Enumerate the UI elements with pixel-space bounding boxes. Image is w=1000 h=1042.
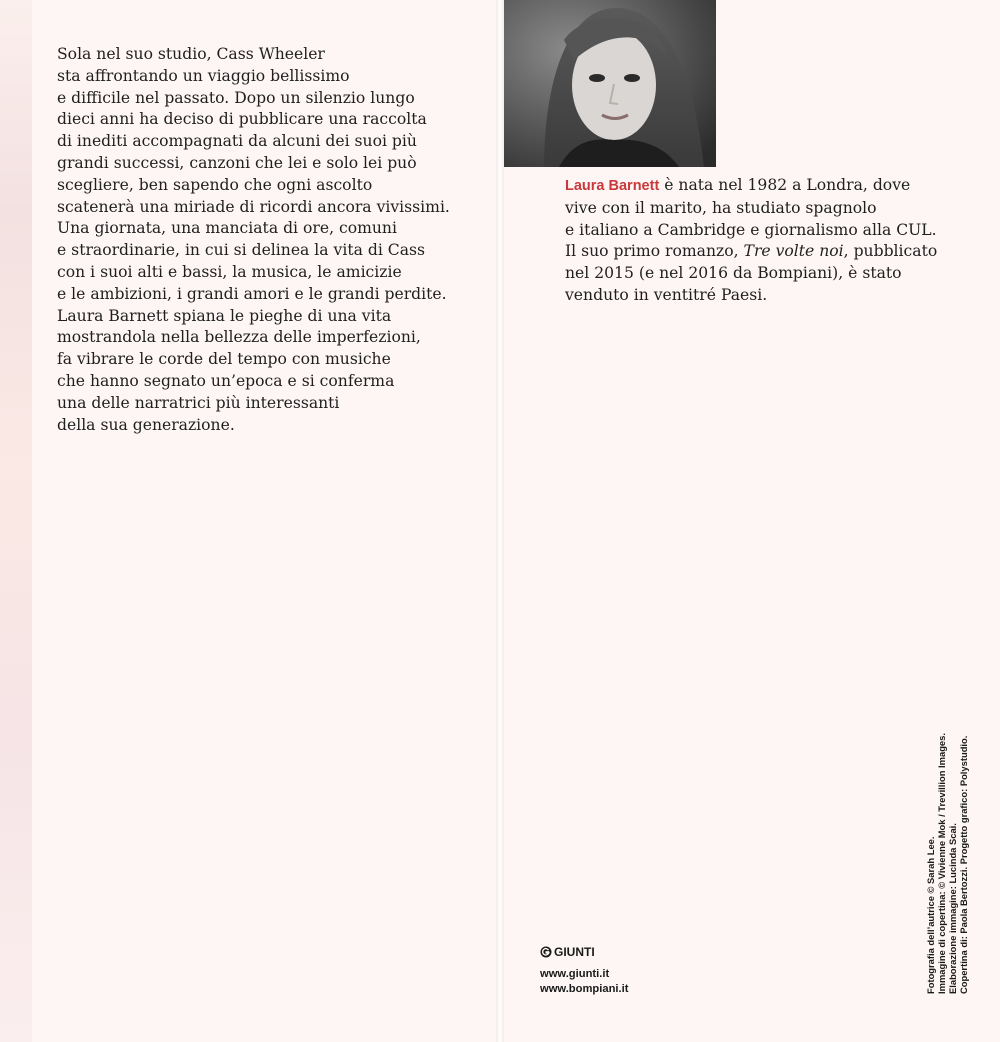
blurb-line: Sola nel suo studio, Cass Wheeler — [57, 45, 325, 63]
bio-line — [565, 241, 965, 263]
credit-line: Copertina di: Paola Bertozzi. Progetto grafico: Polystudio. — [958, 735, 969, 994]
blurb-line: sta affrontando un viaggio bellissimo — [57, 66, 350, 85]
blurb-line: di inediti accompagnati da alcuni dei suoi più — [57, 132, 417, 151]
credit-line: Fotografia dell’autrice © Sarah Lee. — [925, 836, 936, 994]
blurb-line: scegliere, ben sapendo che ogni ascolto — [57, 175, 373, 194]
blurb-line: mostrandola nella bellezza delle imperfezioni, — [57, 328, 421, 347]
author-portrait-image — [504, 0, 716, 167]
blurb-line: una delle narratrici più interessanti — [57, 393, 340, 412]
blurb-line: e straordinarie, in cui si delinea la vita di Cass — [57, 241, 426, 260]
bio-line: e italiano a Cambridge e giornalismo alla CUL. — [565, 220, 937, 239]
blurb-line: con i suoi alti e bassi, la musica, le amicizie — [57, 262, 402, 281]
blurb-line: Una giornata, una manciata di ore, comuni — [57, 219, 397, 238]
cover-edge-strip — [0, 0, 32, 1042]
blurb-line: fa vibrare le corde del tempo con musiche — [57, 350, 391, 369]
blurb-line: dieci anni ha deciso di pubblicare una raccolta — [57, 110, 427, 129]
publisher-urls — [540, 967, 628, 996]
bio-line: venduto in ventitré Paesi. — [565, 285, 768, 304]
blurb-line: della sua generazione. — [57, 415, 235, 434]
giunti-url: www.giunti.it — [540, 968, 610, 980]
author-name: Laura Barnett — [565, 178, 660, 194]
blurb-line: che hanno segnato un’epoca e si conferma — [57, 371, 395, 390]
blurb-line: e le ambizioni, i grandi amori e le grandi perdite. — [57, 284, 447, 303]
bio-text: Il suo primo romanzo, — [565, 242, 744, 261]
blurb-line: scatenerà una miriade di ricordi ancora vivissimi. — [57, 197, 450, 216]
bio-line: nel 2015 (e nel 2016 da Bompiani), è stato — [565, 264, 902, 283]
bio-line: vive con il marito, ha studiato spagnolo — [565, 198, 877, 217]
publisher-logo — [540, 944, 595, 960]
bompiani-url: www.bompiani.it — [540, 982, 629, 995]
bio-line — [565, 175, 965, 198]
publisher-name: GIUNTI — [554, 945, 595, 959]
giunti-logo-icon — [540, 946, 552, 958]
bio-text: , pubblicato — [843, 242, 938, 261]
book-blurb — [57, 44, 450, 436]
image-credits — [925, 734, 969, 994]
credit-line: Elaborazione immagine: Lucinda Scai. — [947, 823, 958, 994]
bio-text: è nata nel 1982 a Londra, dove — [659, 176, 911, 194]
fold-gutter — [496, 0, 504, 1042]
book-title: Tre volte noi — [743, 242, 844, 261]
author-photo — [504, 0, 716, 167]
blurb-line: e difficile nel passato. Dopo un silenzio lungo — [57, 88, 415, 107]
author-bio — [565, 175, 965, 307]
blurb-line: Laura Barnett spiana le pieghe di una vita — [57, 306, 392, 325]
blurb-line: grandi successi, canzoni che lei e solo lei può — [57, 153, 417, 172]
credit-line: Immagine di copertina: © Vivienne Mok / Trevillion Images. — [936, 733, 947, 994]
